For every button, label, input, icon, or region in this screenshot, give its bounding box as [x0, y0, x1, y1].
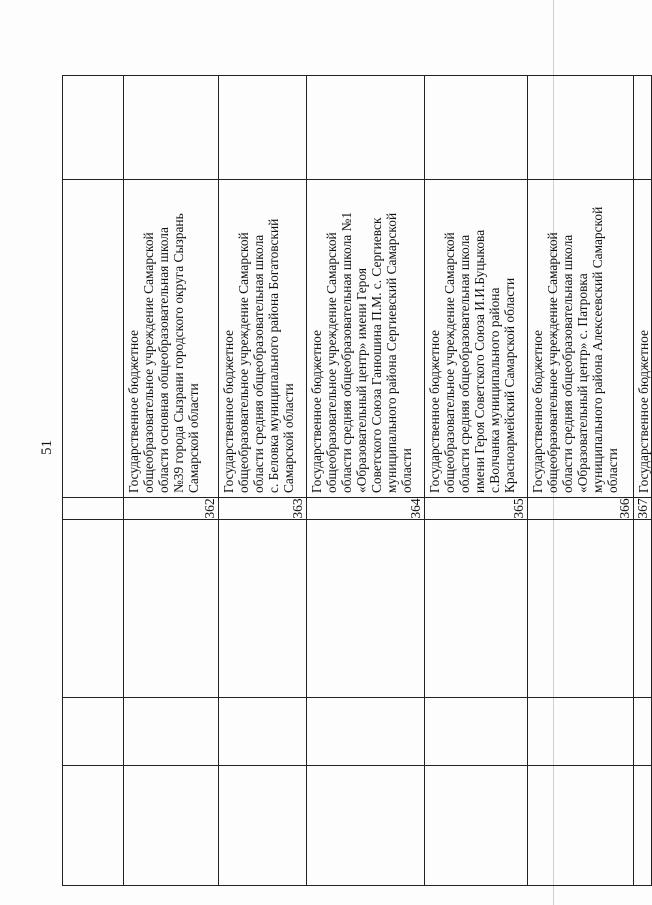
table-cell-empty: [63, 498, 124, 520]
rotated-table-container: [62, 76, 651, 886]
school-name: [634, 180, 652, 498]
school-name: [528, 180, 634, 498]
school-name-line: области: [399, 448, 414, 493]
row-number: 362: [124, 498, 219, 520]
school-name-line: Государственное бюджетное: [309, 330, 324, 493]
page-number: 51: [39, 440, 55, 455]
table-cell-empty: [63, 76, 124, 180]
school-name-line: Государственное бюджетное: [530, 330, 545, 493]
school-name-line: области: [605, 448, 620, 493]
school-name-line: с.Волчанка муниципального района: [487, 287, 502, 493]
school-name-line: Советского Союза Ганюшина П.М. с. Сергиевск: [369, 217, 384, 493]
row-number: 367: [635, 498, 650, 519]
school-name-line: Государственное бюджетное: [126, 330, 141, 493]
school-name-line: Самарской области: [186, 383, 201, 493]
school-name-line: Государственное бюджетное: [427, 330, 442, 493]
school-name-line: области средняя общеобразовательная школа: [251, 234, 266, 493]
school-name-line: муниципального района Сергиевский Самарской: [384, 212, 399, 493]
school-name-line: области средняя общеобразовательная школа: [457, 234, 472, 493]
school-name: [307, 180, 425, 498]
school-name: [425, 180, 528, 498]
school-name-line: Самарской области: [281, 383, 296, 493]
row-number: 366: [528, 498, 634, 520]
school-name-line: Государственное бюджетное: [221, 330, 236, 493]
table-row: [219, 76, 307, 886]
school-name-line: области средняя общеобразовательная школа: [560, 234, 575, 493]
row-number: 363: [219, 498, 307, 520]
table-row: [425, 76, 528, 886]
school-name-line: общеобразовательное учреждение Самарской: [236, 232, 251, 493]
school-name: [219, 180, 307, 498]
table-row-empty: [63, 76, 124, 886]
school-name-line: общеобразовательное учреждение Самарской: [545, 232, 560, 493]
school-name-line: №39 города Сызрани городского округа Сызрань: [171, 213, 186, 493]
table-row: [307, 76, 425, 886]
school-name-line: Государственное бюджетное: [636, 330, 651, 493]
row-number: 364: [307, 498, 425, 520]
table-cell-empty: [63, 180, 124, 498]
school-name-line: общеобразовательное учреждение Самарской: [442, 232, 457, 493]
school-name-line: Красноармейский Самарской области: [502, 277, 517, 493]
table-cell-empty: [63, 698, 124, 766]
school-name-line: имени Героя Советского Союза И.И.Буцыкова: [472, 229, 487, 493]
school-name-line: «Образовательный центр» имени Героя: [354, 268, 369, 493]
row-number: 365: [425, 498, 528, 520]
table-row: [124, 76, 219, 886]
table-row: [528, 76, 634, 886]
school-name-line: области основная общеобразовательная школа: [156, 227, 171, 493]
table-cell-empty: [63, 520, 124, 698]
school-name-line: с. Беловка муниципального района Богатовский: [266, 218, 281, 493]
school-name-line: муниципального района Алексеевский Самарской: [590, 206, 605, 493]
table-cell-empty: [63, 766, 124, 886]
school-name-line: области средняя общеобразовательная школа №1: [339, 211, 354, 493]
school-name-line: общеобразовательное учреждение Самарской: [141, 232, 156, 493]
table-row: [634, 76, 652, 886]
school-name: [124, 180, 219, 498]
school-name-line: общеобразовательное учреждение Самарской: [324, 232, 339, 493]
school-name-line: «Образовательный центр» с. Патровка: [575, 273, 590, 493]
schools-table: [62, 75, 652, 886]
